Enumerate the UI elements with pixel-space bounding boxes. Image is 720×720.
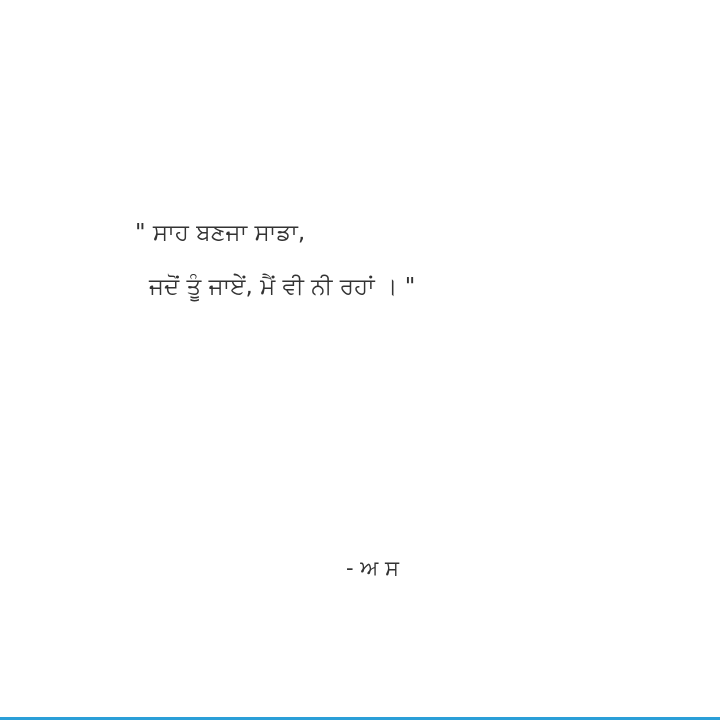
author-signature: - ਅ ਸ [346, 556, 399, 580]
quote-line-2: ਜਦੋਂ ਤੂੰ ਜਾਏਂ, ਮੈਂ ਵੀ ਨੀ ਰਹਾਂ । " [149, 274, 416, 300]
quote-line-1: " ਸਾਹ ਬਣਜਾ ਸਾਡਾ, [135, 220, 306, 246]
